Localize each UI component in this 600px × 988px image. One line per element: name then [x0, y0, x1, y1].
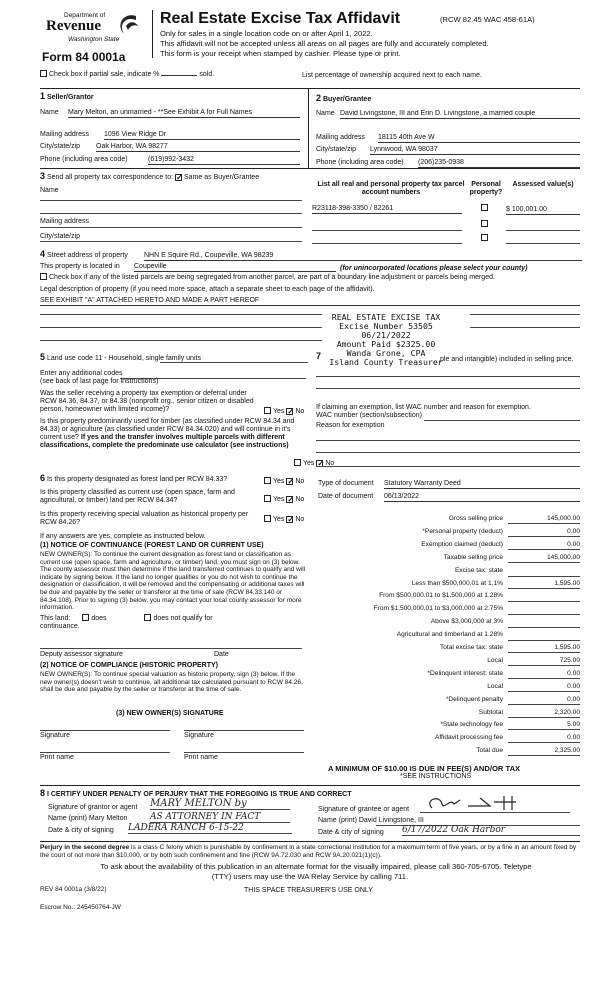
stamp-line-6: Island County Treasurer: [329, 357, 443, 367]
treasurer-stamp: [318, 313, 454, 367]
tax-row-label: Less than $500,000.01 at 1.1%: [411, 579, 503, 587]
doc-type-field[interactable]: Statutory Warranty Deed: [384, 480, 580, 489]
buyer-name-label: Name: [316, 110, 335, 117]
tax-row-label: *Personal property (deduct): [422, 527, 503, 535]
personal-property-header: Personal property?: [469, 181, 503, 196]
stamp-line-1: REAL ESTATE EXCISE TAX: [331, 312, 441, 322]
tax-row-value[interactable]: [508, 567, 580, 577]
tax-row: [318, 553, 580, 565]
grantor-name-handwritten: AS ATTORNEY IN FACT: [150, 812, 290, 823]
tax-row: [318, 720, 580, 732]
buyer-phone-label: Phone (including area code): [316, 159, 404, 166]
alt-format-2: (TTY) users may use the WA Relay Service by calling 711.: [211, 872, 409, 881]
q-historic: Is this property receiving special valuation as historical property per RCW 84.26?: [40, 511, 249, 526]
tax-row-value[interactable]: 0.00: [508, 528, 580, 537]
header-note-2: This affidavit will not be accepted unless all areas on all pages are fully and accurately completed.: [160, 39, 489, 48]
tax-row: [318, 617, 580, 629]
q-current-use-yes[interactable]: [264, 495, 271, 502]
seller-mail-label: Mailing address: [40, 131, 90, 138]
tax-row-label: Excise tax: state: [454, 566, 503, 574]
legal-desc-label: Legal description of property (if you need more space, attach a separate sheet to each page of the affidavit).: [40, 286, 375, 293]
any-yes-note: If any answers are yes, complete as instructed below.: [40, 533, 206, 540]
seller-city-label: City/state/zip: [40, 143, 81, 150]
sec7-fragment: ple and intangible) included in selling price.: [440, 356, 574, 363]
grantee-signature: [420, 794, 570, 813]
wac-number-label: WAC number (section/subsection): [316, 412, 422, 419]
perjury-notice: Perjury in the second degree is a class C felony which is punishable by confinement in a state correctional institution for a maximum term of five years, or by a fine in an amount fixed by the court of not more than $10,000, or by both such confinement and fine (RCW 9A.72.030 and RCW 9A.20.021(1)(c)).: [40, 844, 577, 859]
grantor-name-label: Name (print) Mary Melton: [48, 815, 128, 822]
same-as-buyer-checkbox[interactable]: [175, 174, 182, 181]
parcel-header: List all real and personal property tax parcel account numbers: [317, 181, 465, 196]
tax-row: [318, 540, 580, 552]
seller-mail-field[interactable]: 1096 View Ridge Dr: [104, 131, 300, 140]
q-current-use-answer: Yes ✓ No: [264, 495, 304, 504]
seller-name-field[interactable]: Mary Melton, an unmarried - **See Exhibit A for Full Names: [68, 109, 300, 118]
tax-row: [318, 527, 580, 539]
tax-row-value[interactable]: 1,595.00: [508, 580, 580, 589]
tax-row-value[interactable]: 1,595.00: [508, 644, 580, 653]
uninc-note: (for unincorporated locations please select your county): [340, 265, 528, 272]
buyer-mail-field[interactable]: 18115 40th Ave W: [378, 134, 580, 143]
tax-row: [318, 579, 580, 591]
q-historic-no[interactable]: [286, 516, 293, 523]
stamp-line-4: Amount Paid $2325.00: [336, 339, 436, 349]
sec3-city-label: City/state/zip: [40, 233, 81, 240]
buyer-phone-field[interactable]: (206)235-0938: [418, 159, 580, 168]
swoosh-icon: [114, 12, 142, 38]
tax-row-value[interactable]: [508, 592, 580, 602]
partial-sale-text: Check box if partial sale, indicate %: [49, 71, 160, 78]
minimum-fee-note: A MINIMUM OF $10.00 IS DUE IN FEE(S) AND/OR TAX: [328, 764, 521, 773]
tax-row: [318, 669, 580, 681]
reason-label: Reason for exemption: [316, 422, 385, 429]
q-forest-answer: Yes ✓ No: [264, 477, 304, 486]
form-number: Form 84 0001a: [42, 50, 126, 64]
tax-row-label: Exemption claimed (deduct): [421, 540, 503, 548]
tax-row-value[interactable]: 0.00: [508, 541, 580, 550]
parcel-number-field[interactable]: R23118-398-3350 / 82261: [312, 205, 462, 214]
partial-sale-sold: sold.: [199, 71, 215, 78]
see-back-label: (see back of last page for instructions): [40, 378, 159, 385]
tax-row-label: *State technology fee: [440, 721, 503, 729]
seller-phone-field[interactable]: (619)992-3432: [148, 156, 300, 165]
tax-row: [318, 695, 580, 707]
deputy-signature-label: Deputy assessor signature: [40, 651, 123, 658]
buyer-city-label: City/state/zip: [316, 146, 357, 153]
tax-row: [318, 682, 580, 694]
certify-heading: 8 I CERTIFY UNDER PENALTY OF PERJURY THAT THE FOREGOING IS TRUE AND CORRECT: [40, 788, 352, 798]
personal-property-checkbox-3[interactable]: [481, 234, 488, 241]
treasurer-use: THIS SPACE TREASURER'S USE ONLY: [244, 887, 373, 894]
personal-property-checkbox-2[interactable]: [481, 220, 488, 227]
grantee-signature-scribble: [420, 794, 570, 812]
tax-row-label: From $1,500,000.01 to $3,000,000 at 2.75%: [373, 605, 503, 613]
tax-row-value[interactable]: 2,325.00: [508, 747, 580, 756]
tax-row: [318, 630, 580, 642]
tax-row-label: Local: [487, 656, 503, 664]
this-land: This land: does does not qualify for: [40, 615, 213, 622]
dept-label: Department of: [64, 12, 106, 19]
tax-row-value[interactable]: 0.00: [508, 683, 580, 692]
does-not-qualify-checkbox[interactable]: [144, 614, 151, 621]
tax-row: [318, 733, 580, 745]
tax-row: [318, 604, 580, 616]
grantor-signature: MARY MELTON by: [150, 798, 290, 810]
grantor-date-label: Date & city of signing: [48, 827, 114, 834]
tax-row-label: Subtotal: [478, 708, 503, 716]
q-forest-no[interactable]: [286, 478, 293, 485]
continuance-label: continuance.: [40, 623, 80, 630]
notice-continuance-heading: (1) NOTICE OF CONTINUANCE (FOREST LAND OR CURRENT USE): [40, 542, 264, 549]
doc-type-label: Type of document: [318, 480, 374, 487]
grantee-signature-label: Signature of grantee or agent: [318, 806, 410, 813]
seller-name-label: Name: [40, 109, 59, 116]
notice-compliance-body: NEW OWNER(S): To continue special valuation as historic property, sign (3) below. If the new owner(s) doesn't wish to continue, all additional tax calculated pursuant to RCW 84.26, shall be due and payable by the seller or transferor at the time of sale.: [40, 671, 303, 694]
does-qualify-checkbox[interactable]: [82, 614, 89, 621]
q-exemption-yes[interactable]: [264, 407, 271, 414]
q-historic-answer: Yes ✓ No: [264, 515, 304, 524]
rcw-ref: (RCW 82.45 WAC 458-61A): [440, 15, 535, 24]
revision: REV 84 0001a (3/8/22): [40, 886, 107, 893]
header-note-1: Only for sales in a single location code on or after April 1, 2022.: [160, 29, 373, 38]
partial-sale-checkbox[interactable]: [40, 70, 47, 77]
grantee-date-label: Date & city of signing: [318, 829, 384, 836]
owner-signature-label-1: Signature: [40, 732, 70, 739]
tax-row-label: *Delinquent interest: state: [427, 669, 503, 677]
tax-row-label: Taxable selling price: [443, 553, 503, 561]
sec4-heading: 4 Street address of property: [40, 249, 128, 259]
doc-date-label: Date of document: [318, 493, 374, 500]
q-timber-yes[interactable]: [294, 459, 301, 466]
tax-row-label: Total excise tax: state: [439, 644, 503, 651]
q-timber-answer: Yes ✓ No: [294, 459, 334, 468]
tax-row-value[interactable]: 2,320.00: [508, 709, 580, 718]
tax-row-label: From $500,000.01 to $1,500,000 at 1.28%: [379, 592, 503, 600]
seller-city-field[interactable]: Oak Harbor, WA 98277: [96, 143, 300, 152]
stamp-line-2: Excise Number 53505: [339, 321, 433, 331]
tax-row: [318, 643, 580, 655]
buyer-heading: 2 Buyer/Grantee: [316, 93, 372, 103]
q-forest-yes[interactable]: [264, 477, 271, 484]
tax-row-value[interactable]: 0.00: [508, 696, 580, 705]
tax-row: [318, 566, 580, 578]
q-exemption: Was the seller receiving a property tax exemption or deferral under RCW 84.36, 84.37, or 84.38 (nonprofit org., senior citizen or disabled person, homeowner with limited income)?: [40, 390, 254, 413]
tax-row-label: Above $3,000,000 at 3%: [430, 618, 503, 626]
tax-row-label: Gross selling price: [448, 515, 503, 522]
owner-signature-label-2: Signature: [184, 732, 214, 739]
tax-row-label: *Delinquent penalty: [445, 695, 503, 703]
buyer-mail-label: Mailing address: [316, 134, 366, 141]
buyer-city-field[interactable]: Lynnwood, WA 98037: [370, 146, 580, 155]
tax-row-value[interactable]: [508, 631, 580, 641]
tax-row-value[interactable]: 0.00: [508, 734, 580, 743]
additional-codes-label: Enter any additional codes: [40, 370, 123, 377]
tax-row-value[interactable]: 145,000.00: [508, 554, 580, 563]
doc-date-field[interactable]: 06/13/2022: [384, 493, 580, 502]
legal-desc-field[interactable]: SEE EXHIBIT "A" ATTACHED HERETO AND MADE A PART HEREOF: [40, 297, 580, 306]
new-owner-signature-heading: (3) NEW OWNER(S) SIGNATURE: [116, 710, 224, 717]
tax-row-value[interactable]: [508, 605, 580, 615]
seller-phone-label: Phone (including area code): [40, 156, 128, 163]
tax-row: [318, 708, 580, 720]
dor-logo: [40, 12, 142, 48]
q-historic-yes[interactable]: [264, 515, 271, 522]
tax-row-label: Total due: [476, 747, 503, 755]
agency-name: Revenue: [46, 18, 101, 34]
partial-sale: [40, 70, 214, 79]
exemption-wac-note: If claiming an exemption, list WAC number and reason for exemption.: [316, 404, 531, 411]
state-label: Washington State: [68, 36, 120, 43]
q-current-use: Is this property classified as current use (open space, farm and agricultural, or timber) land per RCW 84.34?: [40, 489, 235, 504]
page-title: Real Estate Excise Tax Affidavit: [160, 10, 401, 27]
seller-heading: 1 Seller/Grantor: [40, 91, 94, 101]
owner-print-label-2: Print name: [184, 754, 218, 761]
see-instructions: *SEE INSTRUCTIONS: [400, 773, 472, 780]
grantor-date-place: LADERA RANCH 6-15-22: [128, 823, 292, 834]
tax-row-label: Affidavit processing fee: [434, 734, 503, 742]
header-note-3: This form is your receipt when stamped by cashier. Please type or print.: [160, 49, 401, 58]
tax-row-value[interactable]: 145,000.00: [508, 515, 580, 524]
notice-continuance-body: NEW OWNER(S): To continue the current designation as forest land or classification as current use (open space, farm and agriculture, or timber) land, you must sign on (3) below. The county assessor must then determine if the land transferred continues to qualify and will indicate by signing below. If the land no longer qualifies or you do not wish to continue the designation or classification, it will be removed and the compensating or additional taxes will be due and payable by the seller or transferor at the time of sale (RCW 84.33.140 or 84.34.108). Prior to signing (3) below, you may contact your local county assessor for more information.: [40, 551, 306, 612]
list-note: List percentage of ownership acquired next to each name.: [302, 72, 482, 79]
tax-row: [318, 746, 580, 758]
grantor-signature-label: Signature of grantor or agent: [48, 804, 138, 811]
tax-row: [318, 591, 580, 603]
sec3-mail-label: Mailing address: [40, 218, 90, 225]
tax-row-label: Agricultural and timberland at 1.28%: [396, 631, 503, 639]
alt-format-1: To ask about the availability of this publication in an alternate format for the visually impaired, please call 360-705-6705. Teletype: [100, 862, 532, 871]
escrow-number: Escrow No.: 245450764-JW: [40, 904, 121, 911]
q-current-use-no[interactable]: [286, 496, 293, 503]
q-timber: Is this property predominantly used for timber (as classified under RCW 84.34 and 84.33) or agriculture (as classified under RCW 84.34.020) and will continue in it's current use? If yes and the transfer involves multiple parcels with different classifications, complete the predominate use calculator (see instructions): [40, 418, 295, 449]
assessed-value-field[interactable]: $ 100,001.00: [506, 206, 580, 215]
tax-row-value[interactable]: [508, 618, 580, 628]
personal-property-checkbox-1[interactable]: [481, 204, 488, 211]
tax-row-value[interactable]: 725.00: [508, 657, 580, 666]
tax-row-value[interactable]: 5.00: [508, 721, 580, 730]
q-exemption-answer: Yes ✓ No: [264, 407, 304, 416]
property-address-field[interactable]: NHN E Squire Rd., Coupeville, WA 98239: [144, 252, 582, 261]
q-forest: 6 Is this property designated as forest land per RCW 84.33?: [40, 473, 228, 483]
buyer-name-field[interactable]: David Livingstone, III and Erin D. Livingstone, a married couple: [340, 110, 580, 119]
stamp-line-5: Wanda Grone, CPA: [346, 348, 426, 358]
sec3-heading: 3 Send all property tax correspondence to: ✓ Same as Buyer/Grantee: [40, 172, 259, 182]
tax-row: [318, 656, 580, 668]
segregation-checkbox[interactable]: [40, 273, 47, 280]
grantor-name: Mary Melton: [88, 815, 128, 822]
tax-row-label: Local: [487, 682, 503, 690]
location-field[interactable]: Coupeville: [134, 263, 336, 272]
deputy-date-label: Date: [214, 651, 229, 658]
grantee-date-place: 6/17/2022 Oak Harbor: [402, 825, 580, 836]
sec5-heading: 5 Land use code 11 - Household, single family units: [40, 352, 201, 362]
tax-row-value[interactable]: 0.00: [508, 670, 580, 679]
stamp-line-3: 06/21/2022: [361, 330, 411, 340]
located-label: This property is located in: [40, 263, 120, 270]
grantee-name-label: Name (print) David Livingstone, III: [318, 817, 424, 824]
sec3-name-label: Name: [40, 187, 59, 194]
q-exemption-no[interactable]: [286, 408, 293, 415]
segregation: Check box if any of the listed parcels are being segregated from another parcel, are part of a boundary line adjustment or parcels being merged.: [40, 273, 590, 282]
grantee-name: David Livingstone, III: [358, 817, 424, 824]
owner-print-label-1: Print name: [40, 754, 74, 761]
tax-row: [318, 514, 580, 526]
notice-compliance-heading: (2) NOTICE OF COMPLIANCE (HISTORIC PROPERTY): [40, 662, 218, 669]
assessed-header: Assessed value(s): [512, 181, 574, 188]
